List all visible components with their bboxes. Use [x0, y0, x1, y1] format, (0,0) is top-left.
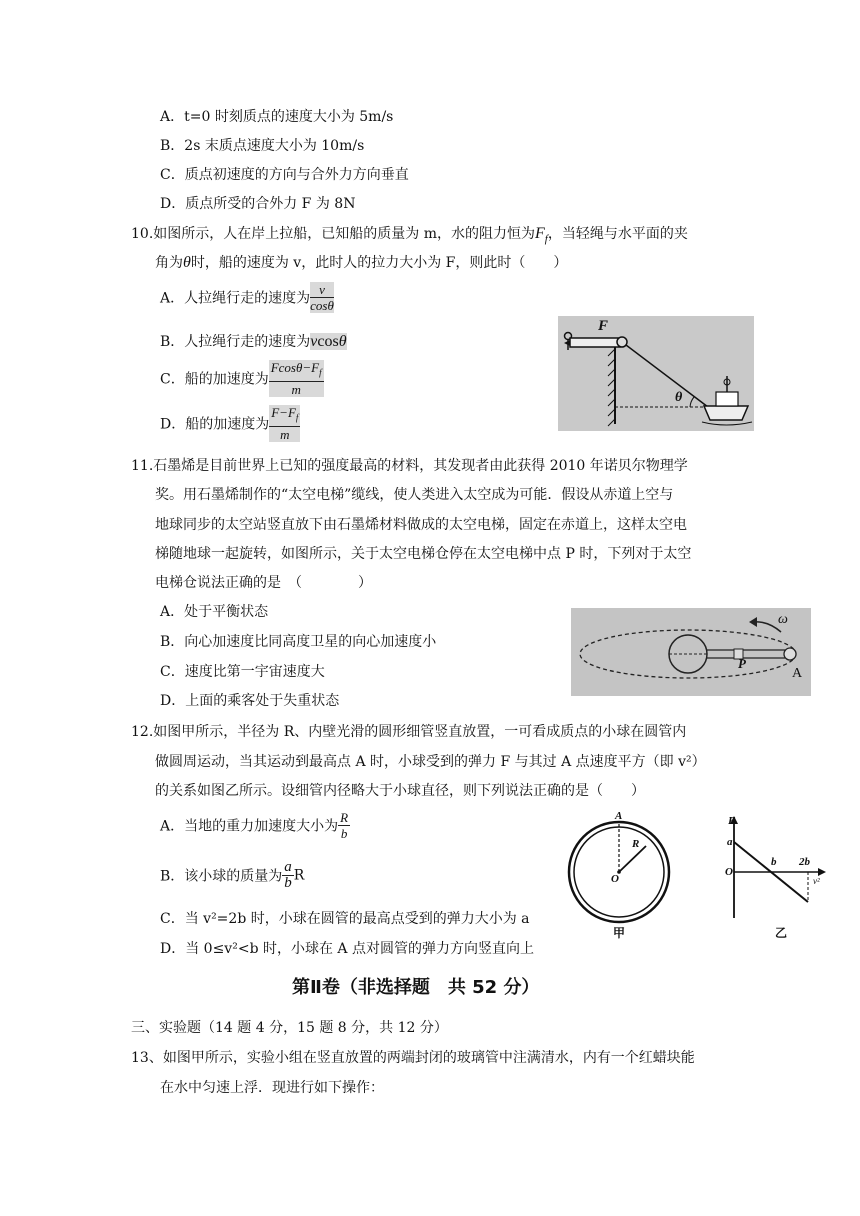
q9-option-a: A．t=0 时刻质点的速度大小为 5m/s — [160, 109, 394, 125]
q12-option-a — [160, 810, 350, 841]
q10-option-d — [160, 405, 300, 442]
q11-option-a: A．处于平衡状态 — [160, 604, 269, 620]
q11-stem-line3: 地球同步的太空站竖直放下由石墨烯材料做成的太空电梯，固定在赤道上，这样太空电 — [155, 517, 687, 533]
force-velocity-graph — [724, 814, 830, 924]
q12-option-b — [160, 860, 304, 891]
q10-stem-part: 10.如图所示，人在岸上拉船，已知船的质量为 m，水的阻力恒为 — [131, 226, 535, 242]
point-a-label: A — [792, 666, 803, 681]
graph-a-label: a — [727, 836, 733, 848]
friction-symbol: $F_f$ — [535, 225, 548, 246]
graph-v2-axis-label: v² — [813, 876, 820, 886]
part-three-heading: 三、实验题（14 题 4 分，15 题 8 分，共 12 分） — [131, 1020, 448, 1036]
circular-tube-figure — [566, 808, 672, 936]
q10-stem-line1 — [131, 223, 688, 245]
q11-stem-line1: 11.石墨烯是目前世界上已知的强度最高的材料，其发现者由此获得 2010 年诺贝尔物理学 — [131, 458, 688, 474]
q10-option-b: B．人拉绳行走的速度为vcosθ — [160, 333, 347, 350]
q10-stem-part: 时，船的速度为 v，此时人的拉力大小为 F，则此时（ ） — [190, 255, 568, 271]
radius-label: R — [632, 838, 640, 850]
q10-option-a — [160, 282, 334, 313]
q11-stem-line4: 梯随地球一起旋转，如图所示，关于太空电梯仓停在太空电梯中点 P 时，下列对于太空 — [155, 546, 692, 562]
q11-stem-line5: 电梯仓说法正确的是 （ ） — [155, 575, 372, 591]
q10-option-c-text: C．船的加速度为 — [160, 371, 269, 388]
center-o-label: O — [611, 873, 619, 885]
q10-stem-part: 角为 — [155, 255, 183, 271]
f-minus-ff-over-m-formula: $\frac{F-F_f}{m}$ — [271, 405, 299, 442]
a-over-b-formula: $\frac{a}{b}$ — [284, 859, 292, 891]
v-over-cos-theta-formula: $\frac{v}{\cos\theta}$ — [310, 282, 334, 313]
tube-top-a-label: A — [615, 810, 623, 822]
q10-stem-part: ，当轻绳与水平面的夹 — [547, 226, 688, 242]
boat-pulling-figure — [558, 316, 754, 431]
graph-f-axis-label: F — [728, 815, 736, 827]
q11-option-d: D．上面的乘客处于失重状态 — [160, 693, 340, 709]
q9-option-d: D．质点所受的合外力 F 为 8N — [160, 196, 356, 212]
q12-option-b-suffix: R — [293, 867, 305, 884]
q10-stem-line2 — [155, 252, 567, 272]
q12-option-b-text: B．该小球的质量为 — [160, 868, 283, 885]
q13-stem-line2: 在水中匀速上浮．现进行如下操作： — [160, 1080, 384, 1096]
q10-option-a-text: A．人拉绳行走的速度为 — [160, 290, 311, 307]
graph-b-label: b — [771, 856, 777, 868]
q9-option-c: C．质点初速度的方向与合外力方向垂直 — [160, 167, 409, 183]
q10-option-c — [160, 360, 324, 397]
space-elevator-figure — [571, 608, 811, 696]
figure-jia-label: 甲 — [613, 926, 626, 940]
q13-stem-line1: 13、如图甲所示，实验小组在竖直放置的两端封闭的玻璃管中注满清水，内有一个红蜡块能 — [131, 1050, 695, 1066]
v-cos-theta-formula: v — [310, 333, 318, 350]
omega-label: ω — [778, 612, 788, 627]
q12-option-a-text: A．当地的重力加速度大小为 — [160, 818, 339, 835]
q11-option-c: C．速度比第一宇宙速度大 — [160, 664, 325, 680]
q11-stem-line2: 奖。用石墨烯制作的“太空电梯”缆线，使人类进入太空成为可能．假设从赤道上空与 — [155, 487, 674, 503]
q9-option-b: B．2s 末质点速度大小为 10m/s — [160, 138, 365, 154]
q12-stem-line3: 的关系如图乙所示。设细管内径略大于小球直径，则下列说法正确的是（ ） — [155, 783, 645, 799]
section-title: 第Ⅱ卷（非选择题 共 52 分） — [292, 977, 540, 998]
theta-label: θ — [675, 390, 683, 405]
theta-symbol: θ — [183, 254, 191, 271]
q12-stem-line2: 做圆周运动，当其运动到最高点 A 时，小球受到的弹力 F 与其过 A 点速度平方（即 v²） — [155, 754, 706, 770]
r-over-b-formula: $\frac{R}{b}$ — [340, 810, 349, 841]
q12-option-c: C．当 v²=2b 时，小球在圆管的最高点受到的弹力大小为 a — [160, 911, 530, 927]
force-label: F — [598, 318, 609, 334]
graph-origin-label: O — [725, 866, 733, 878]
q10-option-b-text: B．人拉绳行走的速度为 — [160, 334, 311, 350]
figure-yi-label: 乙 — [775, 926, 788, 940]
point-p-label: P — [738, 656, 746, 671]
q11-option-b: B．向心加速度比同高度卫星的向心加速度小 — [160, 634, 437, 650]
q10-option-d-text: D．船的加速度为 — [160, 416, 270, 433]
q12-stem-line1: 12.如图甲所示，半径为 R、内壁光滑的圆形细管竖直放置，一可看成质点的小球在圆管内 — [131, 724, 687, 740]
graph-2b-label: 2b — [799, 856, 810, 868]
fcos-minus-ff-over-m-formula: $\frac{Fcos\theta-F_f}{m}$ — [270, 360, 322, 397]
q12-option-d: D．当 0≤v²<b 时，小球在 A 点对圆管的弹力方向竖直向上 — [160, 941, 534, 957]
